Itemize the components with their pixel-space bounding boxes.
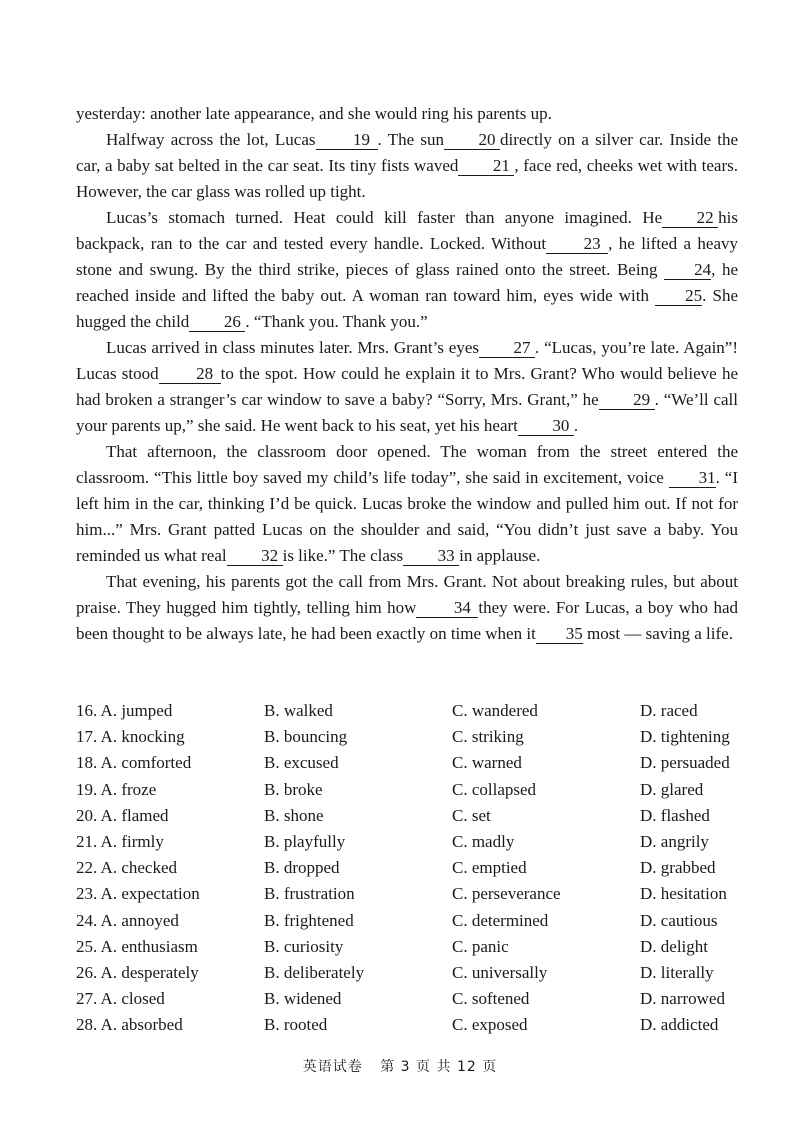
- option-row: [76, 855, 756, 881]
- option-c: C. determined: [452, 910, 549, 930]
- passage-text: Lucas arrived in class minutes later. Mrs. Grant’s eyes: [106, 338, 480, 357]
- passage-text: .: [573, 416, 579, 435]
- footer-subject: 英语试卷: [302, 1059, 363, 1075]
- option-a: 22. A. checked: [76, 858, 178, 878]
- option-c: C. emptied: [452, 858, 527, 878]
- passage-text: most — saving a life.: [582, 624, 733, 643]
- option-a: 23. A. expectation: [76, 884, 200, 904]
- blank-19: 19: [316, 131, 378, 150]
- option-c: C. collapsed: [452, 779, 537, 799]
- passage-paragraph: [76, 569, 738, 647]
- passage-text: . “Thank you. Thank you.”: [245, 312, 428, 331]
- blank-26: 26: [189, 313, 245, 332]
- passage-paragraph: [76, 127, 738, 205]
- option-row: [76, 750, 756, 776]
- option-c: C. universally: [452, 962, 548, 982]
- option-c: C. striking: [452, 727, 524, 747]
- option-row: [76, 934, 756, 960]
- option-row: [76, 908, 756, 934]
- option-b: B. frustration: [264, 884, 355, 904]
- option-row: [76, 881, 756, 907]
- passage-text: his backpack, ran to the car and tested every handle. Locked. Without: [76, 208, 738, 253]
- option-row: [76, 986, 756, 1012]
- option-row: [76, 803, 756, 829]
- option-d: D. angrily: [640, 832, 709, 852]
- option-d: D. flashed: [640, 805, 710, 825]
- option-a: 20. A. flamed: [76, 805, 169, 825]
- passage-text: . She hugged the child: [76, 286, 738, 331]
- option-c: C. wandered: [452, 701, 538, 721]
- passage-text: yesterday: another late appearance, and she would ring his parents up.: [76, 104, 552, 123]
- option-a: 19. A. froze: [76, 779, 157, 799]
- option-a: 27. A. closed: [76, 989, 165, 1009]
- option-d: D. tightening: [640, 727, 730, 747]
- option-b: B. frightened: [264, 910, 354, 930]
- option-row: [76, 698, 756, 724]
- option-b: B. bouncing: [264, 727, 348, 747]
- passage-paragraph: [76, 335, 738, 439]
- passage-text: That afternoon, the classroom door opened. The woman from the street entered the classroom. “This little boy saved my child’s life today”, she said in excitement, voice: [76, 442, 738, 487]
- blank-34: 34: [416, 599, 478, 618]
- option-b: B. shone: [264, 805, 324, 825]
- option-row: [76, 777, 756, 803]
- passage-paragraph: [76, 101, 738, 127]
- option-d: D. addicted: [640, 1015, 719, 1035]
- page-footer: [0, 1056, 800, 1076]
- option-a: 24. A. annoyed: [76, 910, 179, 930]
- blank-33: 33: [403, 547, 459, 566]
- blank-32: 32: [227, 547, 283, 566]
- option-row: [76, 1012, 756, 1038]
- passage-text: they were. For Lucas, a boy who had been thought to be always late, he had been exactly on time when it: [76, 598, 738, 643]
- option-row: [76, 829, 756, 855]
- cloze-passage: [76, 101, 738, 647]
- option-c: C. madly: [452, 832, 515, 852]
- blank-30: 30: [518, 417, 574, 436]
- option-b: B. widened: [264, 989, 342, 1009]
- blank-25: 25: [655, 287, 702, 306]
- option-c: C. set: [452, 805, 491, 825]
- blank-22: 22: [662, 209, 718, 228]
- option-c: C. warned: [452, 753, 522, 773]
- passage-text: That evening, his parents got the call from Mrs. Grant. Not about breaking rules, but about praise. They hugged him tightly, telling him how: [76, 572, 738, 617]
- option-b: B. deliberately: [264, 962, 365, 982]
- passage-text: , face red, cheeks wet with tears. However, the car glass was rolled up tight.: [76, 156, 738, 201]
- passage-text: , he lifted a heavy stone and swung. By the third strike, pieces of glass rained onto the street. Being: [76, 234, 738, 279]
- blank-28: 28: [159, 365, 221, 384]
- option-d: D. grabbed: [640, 858, 716, 878]
- passage-text: is like.” The class: [282, 546, 404, 565]
- blank-21: 21: [458, 157, 514, 176]
- passage-text: , he reached inside and lifted the baby out. A woman ran toward him, eyes wide with: [76, 260, 738, 305]
- passage-paragraph: [76, 205, 738, 335]
- passage-text: in applause.: [459, 546, 541, 565]
- blank-31: 31: [669, 469, 716, 488]
- option-d: D. cautious: [640, 910, 718, 930]
- blank-35: 35: [536, 625, 583, 644]
- blank-24: 24: [664, 261, 711, 280]
- passage-text: to the spot. How could he explain it to Mrs. Grant? Who would believe he had broken a stranger’s car window to save a baby? “Sorry, Mrs. Grant,” he: [76, 364, 738, 409]
- blank-20: 20: [444, 131, 500, 150]
- option-d: D. raced: [640, 701, 698, 721]
- option-b: B. rooted: [264, 1015, 328, 1035]
- option-b: B. playfully: [264, 832, 346, 852]
- option-d: D. glared: [640, 779, 704, 799]
- answer-options: [76, 698, 756, 1038]
- option-d: D. hesitation: [640, 884, 727, 904]
- option-row: [76, 960, 756, 986]
- option-c: C. softened: [452, 989, 530, 1009]
- passage-text: Halfway across the lot, Lucas: [106, 130, 316, 149]
- option-b: B. broke: [264, 779, 323, 799]
- option-a: 25. A. enthusiasm: [76, 936, 198, 956]
- option-a: 21. A. firmly: [76, 832, 164, 852]
- option-b: B. excused: [264, 753, 339, 773]
- option-row: [76, 724, 756, 750]
- option-a: 17. A. knocking: [76, 727, 185, 747]
- blank-29: 29: [599, 391, 655, 410]
- option-a: 18. A. comforted: [76, 753, 192, 773]
- passage-text: . The sun: [377, 130, 444, 149]
- blank-27: 27: [479, 339, 535, 358]
- option-b: B. walked: [264, 701, 333, 721]
- blank-23: 23: [546, 235, 608, 254]
- passage-text: . “Lucas, you’re late. Again”! Lucas stood: [76, 338, 739, 383]
- passage-text: . “I left him in the car, thinking I’d be quick. Lucas broke the window and pulled him out. If not for him...” Mrs. Grant patted Lucas on the shoulder and said, “You didn’t just save a baby. You reminded us what real: [76, 468, 738, 565]
- option-b: B. dropped: [264, 858, 340, 878]
- option-b: B. curiosity: [264, 936, 344, 956]
- passage-text: . “We’ll call your parents up,” she said. He went back to his seat, yet his heart: [76, 390, 738, 435]
- option-d: D. persuaded: [640, 753, 730, 773]
- option-d: D. literally: [640, 962, 714, 982]
- option-c: C. perseverance: [452, 884, 561, 904]
- option-c: C. panic: [452, 936, 509, 956]
- option-a: 16. A. jumped: [76, 701, 173, 721]
- option-d: D. delight: [640, 936, 708, 956]
- option-d: D. narrowed: [640, 989, 725, 1009]
- passage-paragraph: [76, 439, 738, 569]
- footer-page-info: 第 3 页 共 12 页: [380, 1059, 498, 1075]
- passage-text: directly on a silver car. Inside the car, a baby sat belted in the car seat. Its tiny fists waved: [76, 130, 738, 175]
- passage-text: Lucas’s stomach turned. Heat could kill faster than anyone imagined. He: [106, 208, 663, 227]
- option-a: 26. A. desperately: [76, 962, 199, 982]
- option-a: 28. A. absorbed: [76, 1015, 183, 1035]
- option-c: C. exposed: [452, 1015, 528, 1035]
